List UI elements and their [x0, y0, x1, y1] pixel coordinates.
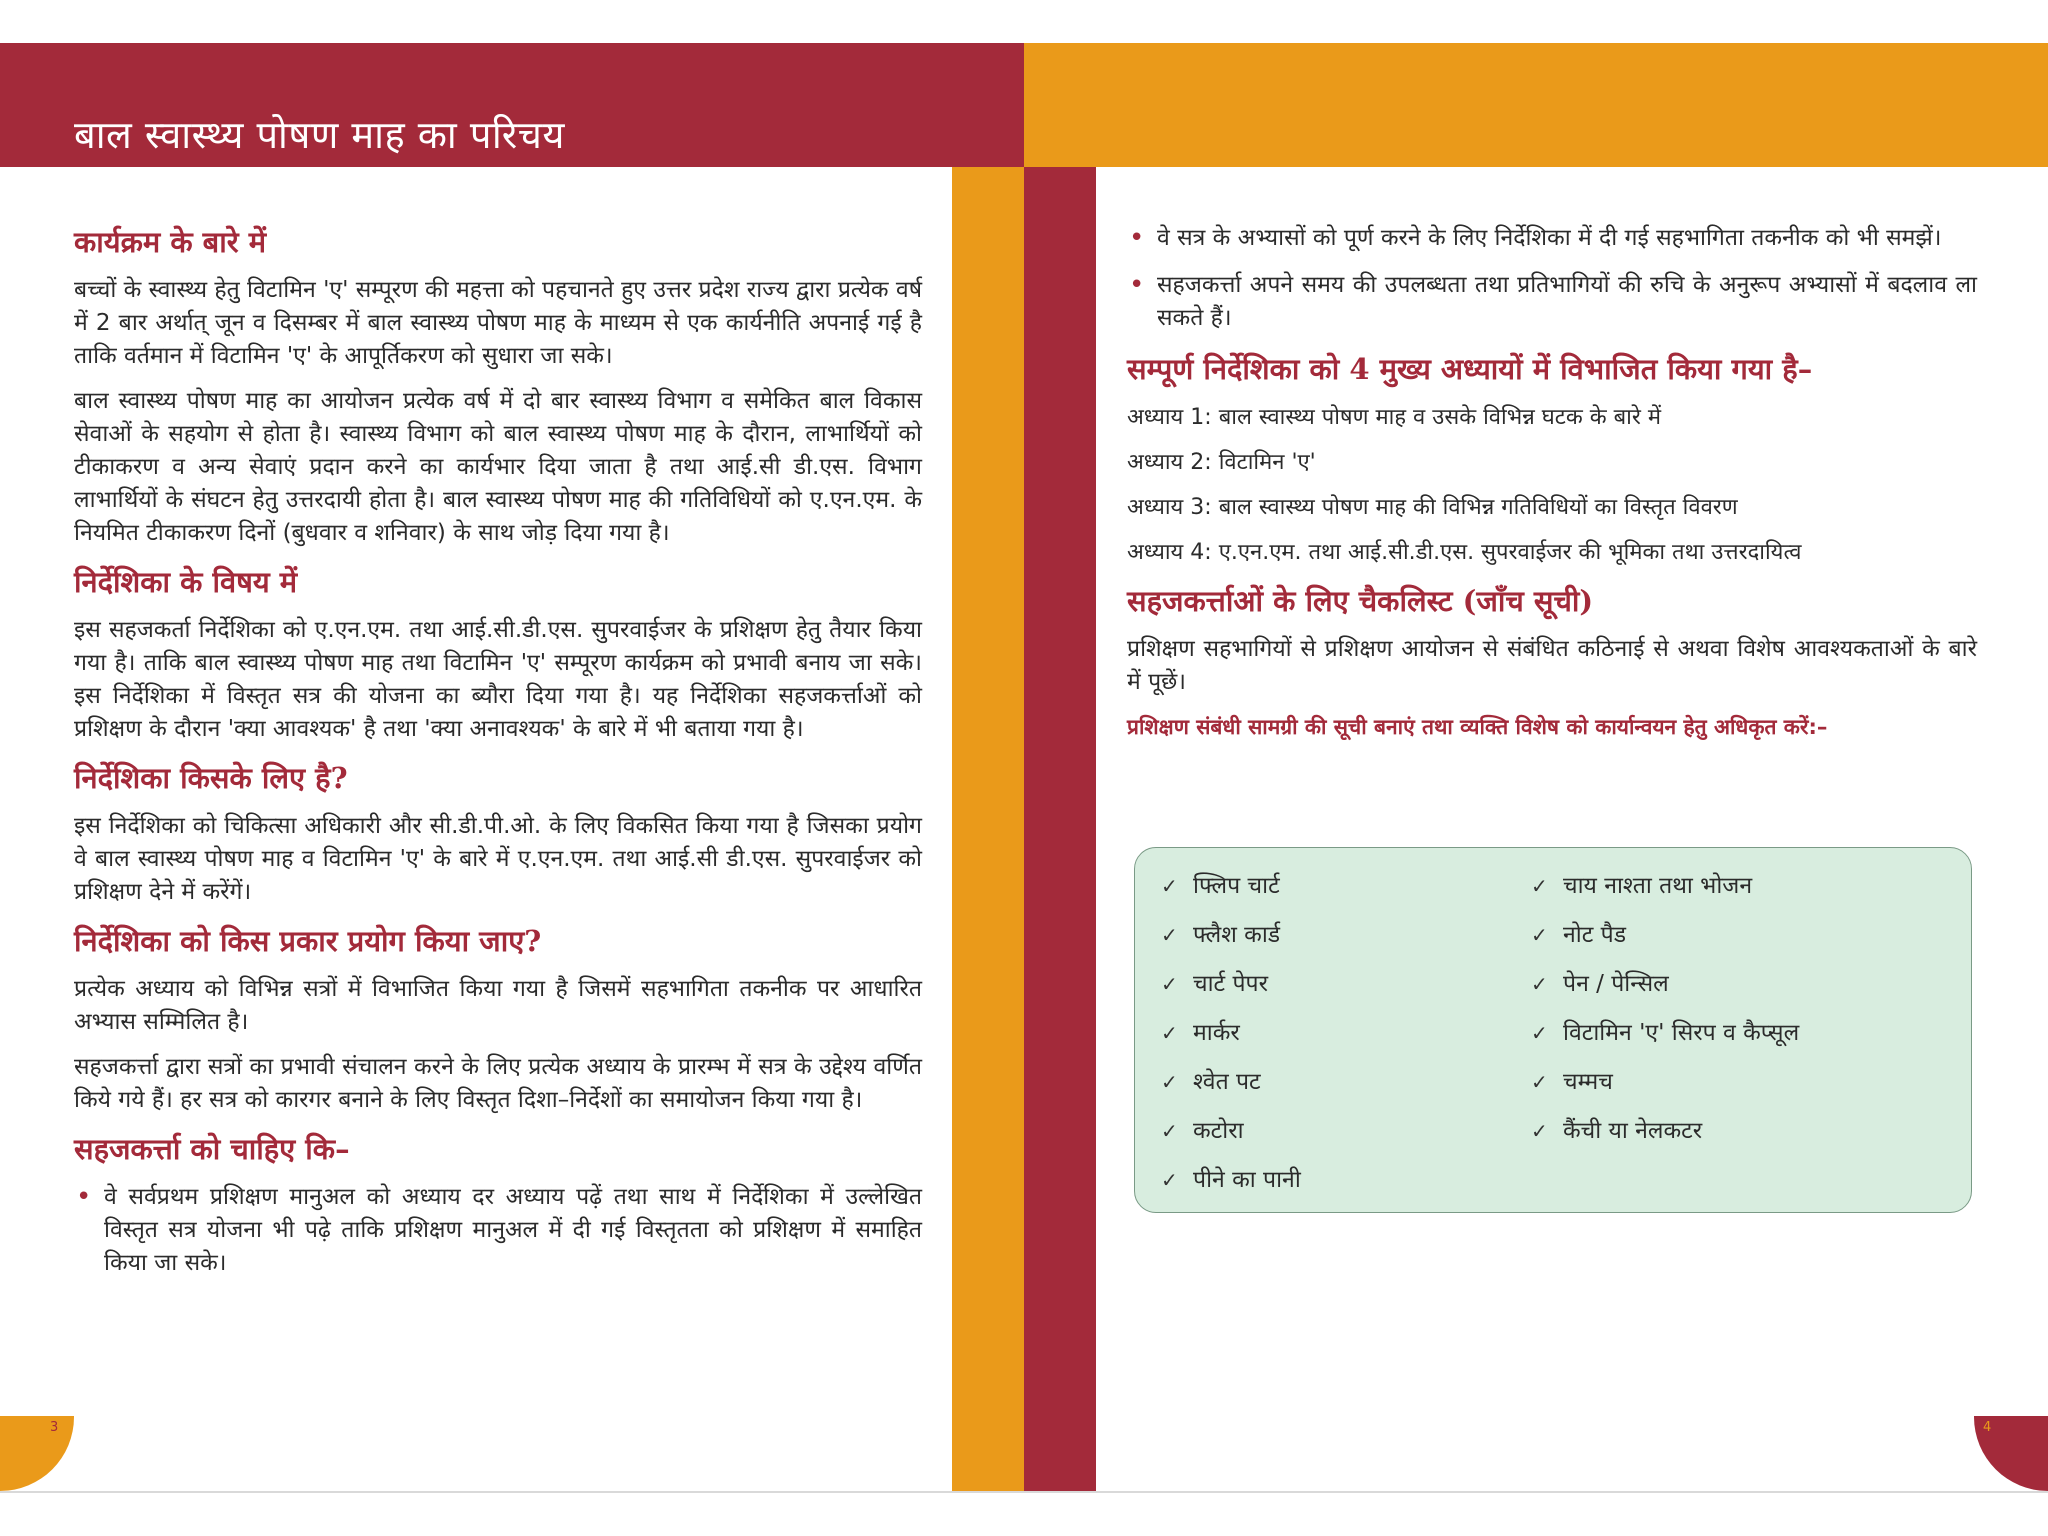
paragraph: प्रशिक्षण सहभागियों से प्रशिक्षण आयोजन से संबंधित कठिनाई से अथवा विशेष आवश्यकताओं के बारे में पूछें। — [1127, 636, 1977, 695]
check-icon: ✓ — [1161, 1070, 1178, 1094]
check-icon: ✓ — [1531, 1070, 1548, 1094]
section-heading-guide-audience: निर्देशिका किसके लिए है? — [74, 761, 348, 795]
checklist-item: ✓ नोट पैड — [1531, 911, 1799, 960]
section-heading-checklist: सहजकर्त्ताओं के लिए चैकलिस्ट (जाँच सूची) — [1127, 584, 1594, 618]
paragraph: प्रत्येक अध्याय को विभिन्न सत्रों में विभाजित किया गया है जिसमें सहभागिता तकनीक पर आधारित अभ्यास सम्मिलित है। — [74, 976, 922, 1035]
center-stripe-orange — [952, 167, 1024, 1492]
check-icon: ✓ — [1161, 1021, 1178, 1045]
section-heading-about-guide: निर्देशिका के विषय में — [74, 565, 298, 599]
chapter-item: अध्याय 1: बाल स्वास्थ्य पोषण माह व उसके विभिन्न घटक के बारे में — [1127, 405, 1661, 430]
check-icon: ✓ — [1161, 923, 1178, 947]
bullet-icon: • — [1129, 270, 1145, 300]
check-icon: ✓ — [1531, 923, 1548, 947]
page-number-left: 3 — [50, 1420, 59, 1435]
checklist-column-1 — [1161, 862, 1301, 1205]
left-page-column — [74, 222, 922, 1294]
section-heading-about-program: कार्यक्रम के बारे में — [74, 225, 267, 259]
checklist-item: ✓ कटोरा — [1161, 1107, 1301, 1156]
checklist-column-2 — [1531, 862, 1799, 1156]
page-title: बाल स्वास्थ्य पोषण माह का परिचय — [74, 113, 565, 157]
checklist-item: ✓ फ्लैश कार्ड — [1161, 911, 1301, 960]
facilitator-bullet-list — [74, 1181, 922, 1280]
paragraph: बच्चों के स्वास्थ्य हेतु विटामिन 'ए' सम्पूरण की महत्ता को पहचानते हुए उत्तर प्रदेश राज्य द्वारा प्रत्येक वर्ष में 2 बार अर्थात् जून व दिसम्बर में बाल स्वास्थ्य पोषण माह के माध्यम से एक कार्यनीति अपनाई गई है ताकि वर्तमान में विटामिन 'ए' के आपूर्तिकरण को सुधारा जा सके। — [74, 277, 922, 369]
chapter-item: अध्याय 3: बाल स्वास्थ्य पोषण माह की विभिन्न गतिविधियों का विस्तृत विवरण — [1127, 495, 1738, 520]
check-icon: ✓ — [1161, 1168, 1178, 1192]
corner-decoration-left — [0, 1416, 74, 1491]
check-icon: ✓ — [1161, 1119, 1178, 1143]
section-heading-how-to-use: निर्देशिका को किस प्रकार प्रयोग किया जाए? — [74, 924, 542, 958]
page-number-right: 4 — [1983, 1420, 1992, 1435]
section-heading-facilitator-should: सहजकर्त्ता को चाहिए कि– — [74, 1132, 350, 1166]
header-band-right — [1024, 43, 2048, 167]
section-heading-chapters: सम्पूर्ण निर्देशिका को 4 मुख्य अध्यायों में विभाजित किया गया है– — [1127, 352, 1813, 386]
checklist-item: ✓ चाय नाश्ता तथा भोजन — [1531, 862, 1799, 911]
chapter-item: अध्याय 4: ए.एन.एम. तथा आई.सी.डी.एस. सुपरवाईजर की भूमिका तथा उत्तरदायित्व — [1127, 540, 1802, 565]
bottom-divider — [0, 1491, 2048, 1493]
paragraph: बाल स्वास्थ्य पोषण माह का आयोजन प्रत्येक वर्ष में दो बार स्वास्थ्य विभाग व समेकित बाल विकास सेवाओं के सहयोग से होता है। स्वास्थ्य विभाग को बाल स्वास्थ्य पोषण माह के दौरान, लाभार्थियों को टीकाकरण व अन्य सेवाएं प्रदान करने का कार्यभार दिया जाता है तथा आई.सी डी.एस. विभाग लाभार्थियों के संघटन हेतु उत्तरदायी होता है। बाल स्वास्थ्य पोषण माह की गतिविधियों को ए.एन.एम. के नियमित टीकाकरण दिनों (बुधवार व शनिवार) के साथ जोड़ दिया गया है। — [74, 388, 922, 546]
right-page-column — [1127, 222, 1977, 756]
checklist-note: प्रशिक्षण संबंधी सामग्री की सूची बनाएं तथा व्यक्ति विशेष को कार्यान्वयन हेतु अधिकृत करें:– — [1127, 715, 1828, 739]
check-icon: ✓ — [1531, 1021, 1548, 1045]
check-icon: ✓ — [1531, 972, 1548, 996]
check-icon: ✓ — [1161, 972, 1178, 996]
paragraph: इस सहजकर्ता निर्देशिका को ए.एन.एम. तथा आई.सी.डी.एस. सुपरवाईजर के प्रशिक्षण हेतु तैयार किया गया है। ताकि बाल स्वास्थ्य पोषण माह तथा विटामिन 'ए' सम्पूरण कार्यक्रम को प्रभावी बनाय जा सके। इस निर्देशिका में विस्तृत सत्र की योजना का ब्यौरा दिया गया है। यह निर्देशिका सहजकर्त्ताओं को प्रशिक्षण के दौरान 'क्या आवश्यक' है तथा 'क्या अनावश्यक' के बारे में भी बताया गया है। — [74, 617, 922, 742]
check-icon: ✓ — [1161, 874, 1178, 898]
checklist-item: ✓ फ्लिप चार्ट — [1161, 862, 1301, 911]
checklist-item: ✓ पेन / पेन्सिल — [1531, 960, 1799, 1009]
checklist-item: ✓ कैंची या नेलकटर — [1531, 1107, 1799, 1156]
paragraph: सहजकर्त्ता द्वारा सत्रों का प्रभावी संचालन करने के लिए प्रत्येक अध्याय के प्रारम्भ में सत्र के उद्देश्य वर्णित किये गये हैं। हर सत्र को कारगर बनाने के लिए विस्तृत दिशा–निर्देशों का समायोजन किया गया है। — [74, 1054, 922, 1113]
bullet-icon: • — [1129, 223, 1145, 253]
checklist-item: ✓ चार्ट पेपर — [1161, 960, 1301, 1009]
checklist-item: ✓ पीने का पानी — [1161, 1156, 1301, 1205]
check-icon: ✓ — [1531, 874, 1548, 898]
paragraph: इस निर्देशिका को चिकित्सा अधिकारी और सी.डी.पी.ओ. के लिए विकसित किया गया है जिसका प्रयोग वे बाल स्वास्थ्य पोषण माह व विटामिन 'ए' के बारे में ए.एन.एम. तथा आई.सी डी.एस. सुपरवाईजर को प्रशिक्षण देने में करेंगें। — [74, 813, 922, 905]
center-stripe-red — [1024, 167, 1096, 1492]
bullet-icon: • — [76, 1182, 92, 1212]
checklist-item: ✓ चम्मच — [1531, 1058, 1799, 1107]
checklist-item: ✓ विटामिन 'ए' सिरप व कैप्सूल — [1531, 1009, 1799, 1058]
checklist-box — [1134, 847, 1972, 1213]
checklist-item: ✓ मार्कर — [1161, 1009, 1301, 1058]
checklist-item: ✓ श्वेत पट — [1161, 1058, 1301, 1107]
list-item: • सहजकर्त्ता अपने समय की उपलब्धता तथा प्रतिभागियों की रुचि के अनुरूप अभ्यासों में बदलाव ला सकते हैं। — [1129, 270, 1977, 331]
check-icon: ✓ — [1531, 1119, 1548, 1143]
list-item: • वे सर्वप्रथम प्रशिक्षण मानुअल को अध्याय दर अध्याय पढ़ें तथा साथ में निर्देशिका में उल्लेखित विस्तृत सत्र योजना भी पढ़े ताकि प्रशिक्षण मानुअल में दी गई विस्तृतता को प्रशिक्षण में समाहित किया जा सके। — [76, 1182, 922, 1276]
facilitator-bullet-list-continued — [1127, 222, 1977, 335]
chapter-item: अध्याय 2: विटामिन 'ए' — [1127, 450, 1316, 475]
list-item: • वे सत्र के अभ्यासों को पूर्ण करने के लिए निर्देशिका में दी गई सहभागिता तकनीक को भी समझें। — [1129, 223, 1942, 253]
